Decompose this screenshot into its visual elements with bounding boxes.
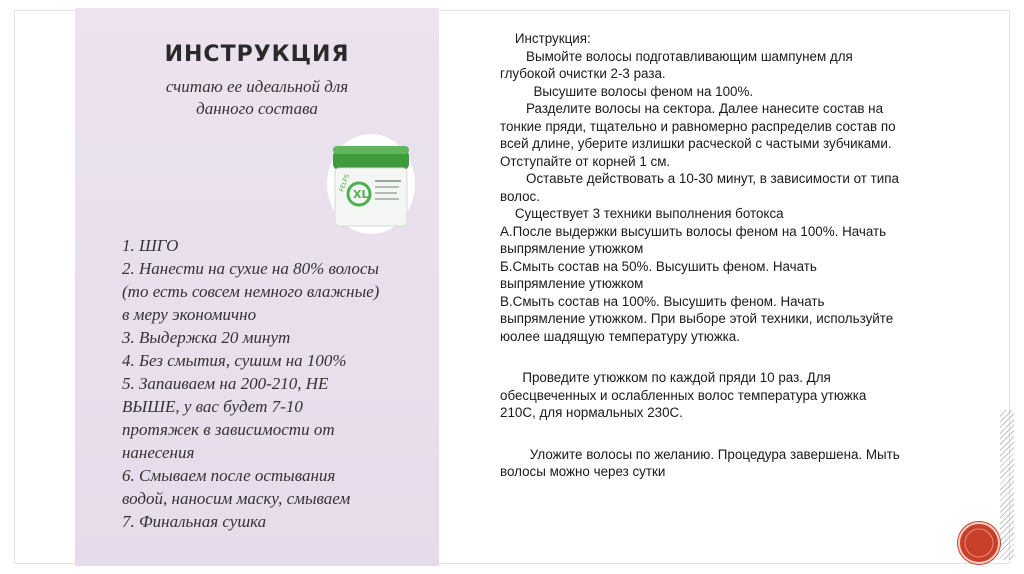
instructions-text	[500, 30, 960, 481]
instruction-line: глубокой очистки 2-3 раза.	[500, 66, 666, 81]
step-line: нанесения	[122, 443, 195, 462]
instruction-line: выпрямление утюжком. При выборе этой техники, используйте	[500, 311, 894, 326]
step-line: 7. Финальная сушка	[122, 512, 267, 531]
card-subtitle	[75, 76, 439, 120]
instruction-line: 210С, для нормальных 230С.	[500, 405, 683, 420]
instruction-card	[75, 8, 439, 566]
step-line: 4. Без смытия, сушим на 100%	[122, 351, 347, 370]
instruction-line: всей длине, уберите излишки расческой с частыми зубчиками.	[500, 136, 892, 151]
step-line: в меру экономично	[122, 305, 257, 324]
instruction-line: Разделите волосы на сектора. Далее нанесите состав на	[500, 101, 884, 116]
card-title: ИНСТРУКЦИЯ	[164, 42, 350, 67]
instruction-line: Вымойте волосы подготавливающим шампунем для	[500, 48, 853, 64]
instruction-line: Высушите волосы феном на 100%.	[500, 83, 754, 99]
product-brand: FELPS	[338, 173, 352, 193]
card-subtitle-line: данного состава	[196, 99, 318, 118]
next-slide-icon	[960, 524, 998, 562]
instruction-line: волосы можно через сутки	[500, 464, 666, 479]
instruction-line: Существует 3 техники выполнения ботокса	[500, 206, 784, 221]
paragraph-gap	[500, 422, 960, 446]
step-line: 2. Нанести на сухие на 80% волосы	[122, 259, 379, 278]
instruction-line: Оставьте действовать а 10-30 минут, в зависимости от типа	[500, 171, 899, 186]
decorative-stripes	[1000, 410, 1014, 560]
instructions-block-1	[500, 48, 960, 346]
instruction-line: Б.Смыть состав на 50%. Высушить феном. Начать	[500, 258, 817, 274]
instructions-heading: Инструкция:	[500, 31, 591, 46]
step-line: протяжек в зависимости от	[122, 420, 335, 439]
card-subtitle-line: считаю ее идеальной для	[165, 77, 349, 96]
step-line: 3. Выдержка 20 минут	[122, 328, 291, 347]
instruction-line: обесцвеченных и ослабленных волос температура утюжка	[500, 387, 867, 403]
step-line: 1. ШГО	[122, 236, 179, 255]
instruction-line: Уложите волосы по желанию. Процедура завершена. Мыть	[500, 446, 900, 462]
steps-list	[122, 234, 422, 533]
instruction-line: А.После выдержки высушить волосы феном на 100%. Начать	[500, 223, 887, 239]
instruction-line: выпрямление утюжком	[500, 241, 644, 256]
instruction-line: выпрямление утюжком	[500, 276, 644, 291]
instructions-block-3	[500, 446, 960, 481]
instruction-line: В.Смыть состав на 100%. Высушить феном. Начать	[500, 293, 825, 309]
instruction-line: юолее шадящую температуру утюжка.	[500, 328, 740, 344]
paragraph-gap	[500, 345, 960, 369]
instructions-block-2	[500, 369, 960, 422]
step-line: ВЫШЕ, у вас будет 7-10	[122, 397, 303, 416]
instruction-line: волос.	[500, 188, 540, 204]
step-line: (то есть совсем немного влажные)	[122, 282, 380, 301]
next-slide-button[interactable]	[958, 522, 1000, 564]
step-line: 5. Запаиваем на 200-210, НЕ	[122, 374, 329, 393]
step-line: водой, наносим маску, смываем	[122, 489, 351, 508]
product-jar-image	[323, 128, 419, 240]
instruction-line: Отступайте от корней 1 см.	[500, 153, 671, 169]
step-line: 6. Смываем после остывания	[122, 466, 336, 485]
product-logo: XL	[353, 188, 369, 201]
instruction-line: тонкие пряди, тщательно и равномерно распределив состав по	[500, 118, 896, 134]
instruction-line: Проведите утюжком по каждой пряди 10 раз. Для	[500, 370, 831, 385]
